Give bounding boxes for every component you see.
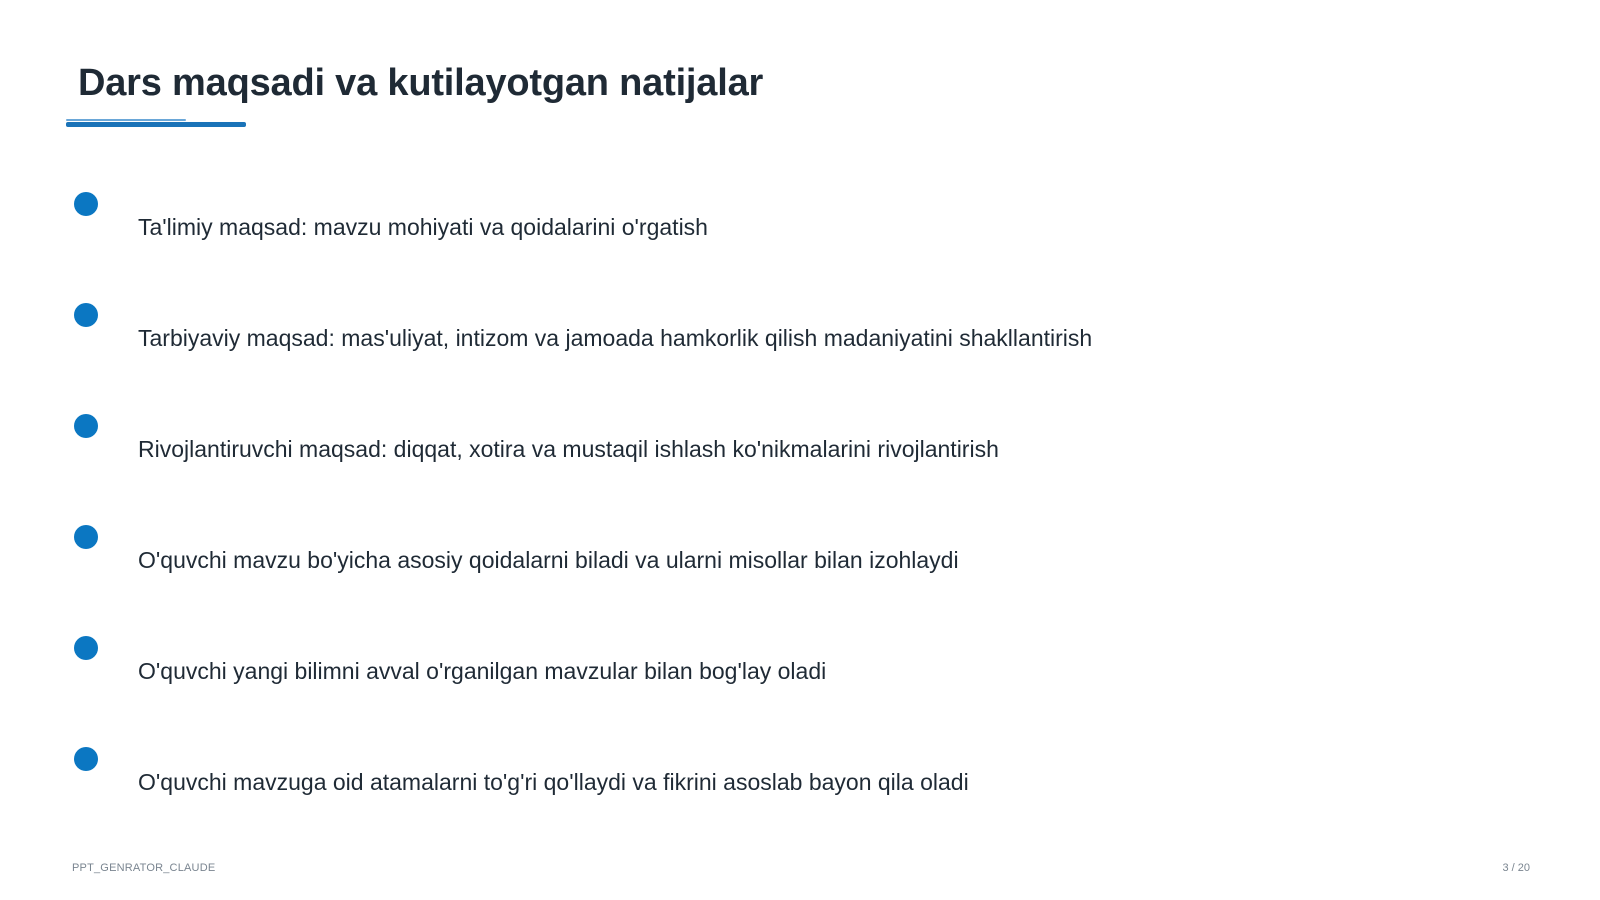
bullet-dot-icon	[74, 414, 98, 438]
bullet-dot-icon	[74, 303, 98, 327]
bullet-dot-icon	[74, 525, 98, 549]
list-item	[74, 303, 1474, 363]
bullet-dot-icon	[74, 636, 98, 660]
footer-source: PPT_GENRATOR_CLAUDE	[72, 862, 216, 874]
page-number: 3 / 20	[1502, 862, 1530, 874]
bullet-text: O'quvchi yangi bilimni avval o'rganilgan mavzular bilan bog'lay oladi	[138, 658, 827, 684]
list-item	[74, 525, 1474, 585]
bullet-dot-icon	[74, 192, 98, 216]
bullet-text: Rivojlantiruvchi maqsad: diqqat, xotira va mustaqil ishlash ko'nikmalarini rivojlantirish	[138, 436, 999, 462]
bullet-dot-icon	[74, 747, 98, 771]
bullet-text: O'quvchi mavzuga oid atamalarni to'g'ri qo'llaydi va fikrini asoslab bayon qila oladi	[138, 769, 969, 795]
bullet-text: Tarbiyaviy maqsad: mas'uliyat, intizom va jamoada hamkorlik qilish madaniyatini shakllantirish	[138, 325, 1093, 351]
list-item	[74, 747, 1474, 807]
list-item	[74, 414, 1474, 474]
bullet-text: O'quvchi mavzu bo'yicha asosiy qoidalarni biladi va ularni misollar bilan izohlaydi	[138, 547, 959, 573]
bullet-text: Ta'limiy maqsad: mavzu mohiyati va qoidalarini o'rgatish	[138, 214, 708, 240]
title-underline	[66, 122, 246, 127]
list-item	[74, 636, 1474, 696]
list-item	[74, 192, 1474, 252]
slide-title: Dars maqsadi va kutilayotgan natijalar	[78, 62, 764, 104]
